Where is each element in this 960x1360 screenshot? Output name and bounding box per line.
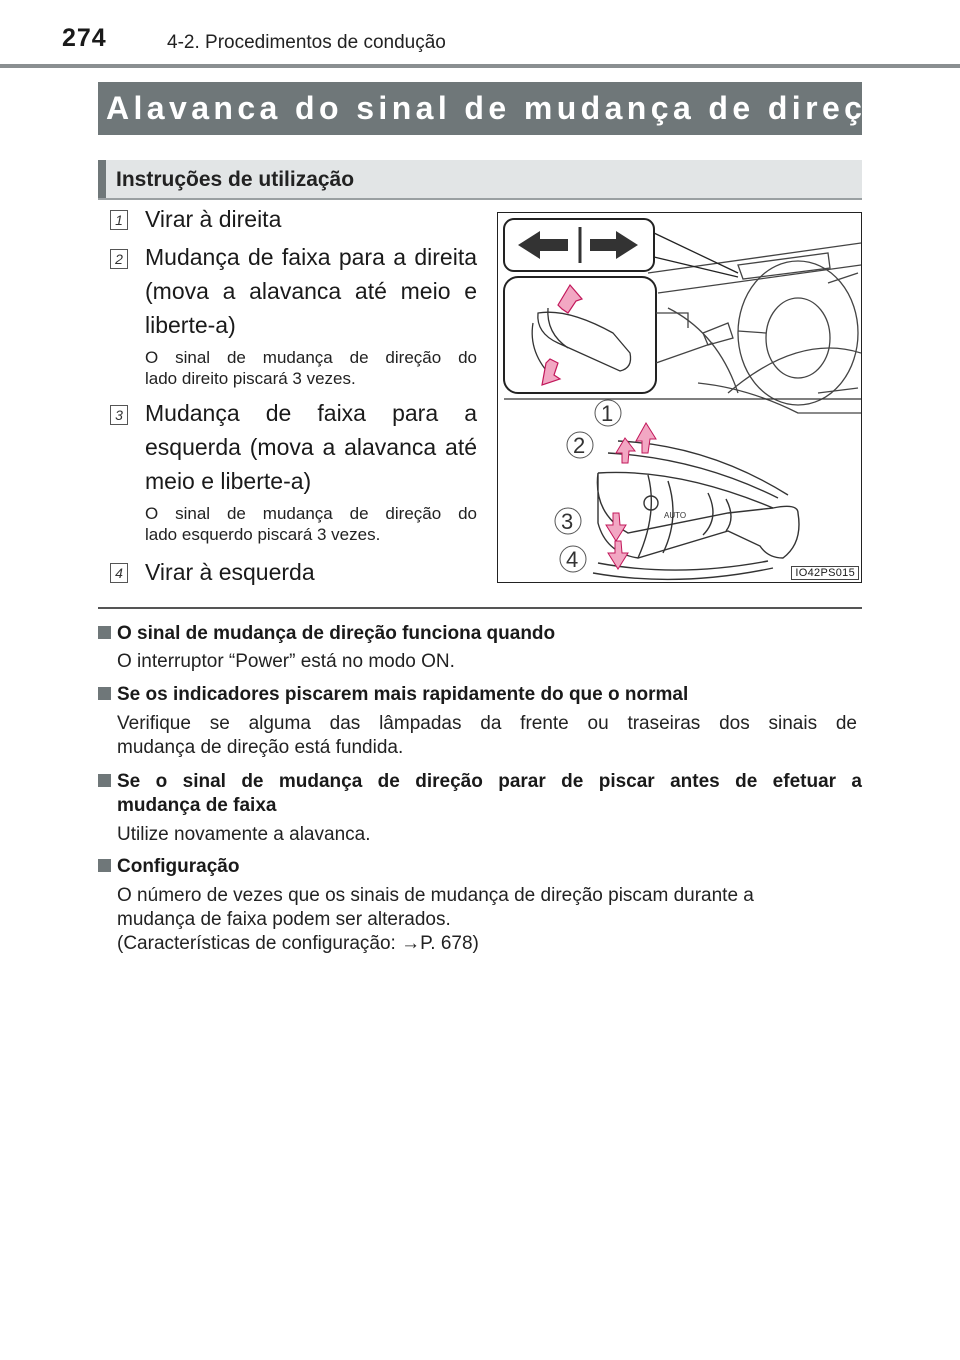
callout-3: 3 (561, 509, 574, 534)
header-rule (0, 64, 960, 68)
callout-1: 1 (601, 401, 614, 426)
arrow-up-1-icon (636, 423, 656, 453)
note-3-body-line-1: Utilize novamente a alavanca. (117, 824, 371, 845)
note-4-body-line-1: O número de vezes que os sinais de mudança de direção piscam durante a (117, 885, 754, 906)
step-2-line-3: liberte-a) (145, 312, 236, 338)
lever-inset (504, 277, 713, 393)
step-2-line-1: Mudança de faixa para a direita (145, 244, 477, 270)
indicator-inset (504, 219, 738, 277)
step-2-badge: 2 (110, 249, 128, 269)
step-3-note-line-2: lado esquerdo piscará 3 vezes. (145, 525, 381, 544)
step-2-line-2: (mova a alavanca até meio e (145, 278, 477, 304)
note-2-body-line-1: Verifique se alguma das lâmpadas da frente ou traseiras dos sinais de (117, 713, 857, 734)
step-1-line: Virar à direita (145, 206, 282, 232)
turn-signal-illustration (497, 212, 862, 583)
step-3-note (145, 503, 477, 545)
note-2-body-line-2: mudança de direção está fundida. (117, 737, 404, 758)
note-3-heading-line-1: Se o sinal de mudança de direção parar de piscar antes de efetuar a (117, 771, 862, 792)
subsection-accent (98, 160, 106, 198)
note-4-body-line-2: mudança de faixa podem ser alterados. (117, 909, 451, 930)
note-1-body (117, 650, 857, 674)
note-4-heading (98, 855, 862, 878)
callout-4: 4 (566, 547, 579, 572)
illustration-drawing (498, 213, 861, 582)
figure-code: IO42PS015 (791, 566, 859, 580)
note-2-heading (98, 683, 862, 706)
callout-2: 2 (573, 433, 586, 458)
section-divider (98, 607, 862, 609)
note-1-body-line-1: O interruptor “Power” está no modo ON. (117, 651, 455, 672)
subsection-title: Instruções de utilização (116, 168, 355, 191)
step-3-note-line-1: O sinal de mudança de direção do (145, 504, 477, 523)
step-3-line-1: Mudança de faixa para a (145, 400, 477, 426)
note-3-heading (98, 770, 862, 816)
note-4-body (117, 884, 857, 956)
bullet-square-icon (98, 687, 111, 700)
step-2-note (145, 347, 477, 389)
note-4-body-line-3: (Características de configuração: →P. 678) (117, 933, 479, 954)
bullet-square-icon (98, 774, 111, 787)
step-1-badge: 1 (110, 210, 128, 230)
step-3-badge: 3 (110, 405, 128, 425)
note-4-heading-text: Configuração (117, 856, 240, 877)
page-number: 274 (62, 24, 107, 52)
lever-auto-label: AUTO (664, 511, 687, 520)
step-3-text (145, 396, 477, 498)
step-4-line: Virar à esquerda (145, 559, 315, 585)
step-4-badge: 4 (110, 563, 128, 583)
note-1-heading (98, 622, 862, 645)
section-header: 4-2. Procedimentos de condução (167, 32, 446, 53)
note-3-body (117, 823, 857, 847)
step-3-line-3: meio e liberte-a) (145, 468, 312, 494)
dashboard-sketch (648, 243, 861, 413)
step-4-text (145, 555, 477, 589)
bullet-square-icon (98, 626, 111, 639)
step-1-text (145, 202, 477, 236)
step-2-text (145, 240, 477, 342)
note-2-heading-text: Se os indicadores piscarem mais rapidamente do que o normal (117, 684, 689, 705)
note-1-heading-text: O sinal de mudança de direção funciona quando (117, 623, 556, 644)
step-2-note-line-2: lado direito piscará 3 vezes. (145, 369, 356, 388)
subsection-bar (98, 160, 862, 200)
bullet-square-icon (98, 859, 111, 872)
page-title: Alavanca do sinal de mudança de direção (98, 82, 862, 135)
step-3-line-2: esquerda (mova a alavanca até (145, 434, 477, 460)
step-2-note-line-1: O sinal de mudança de direção do (145, 348, 477, 367)
note-3-heading-line-2: mudança de faixa (117, 795, 277, 816)
note-2-body (117, 712, 857, 760)
